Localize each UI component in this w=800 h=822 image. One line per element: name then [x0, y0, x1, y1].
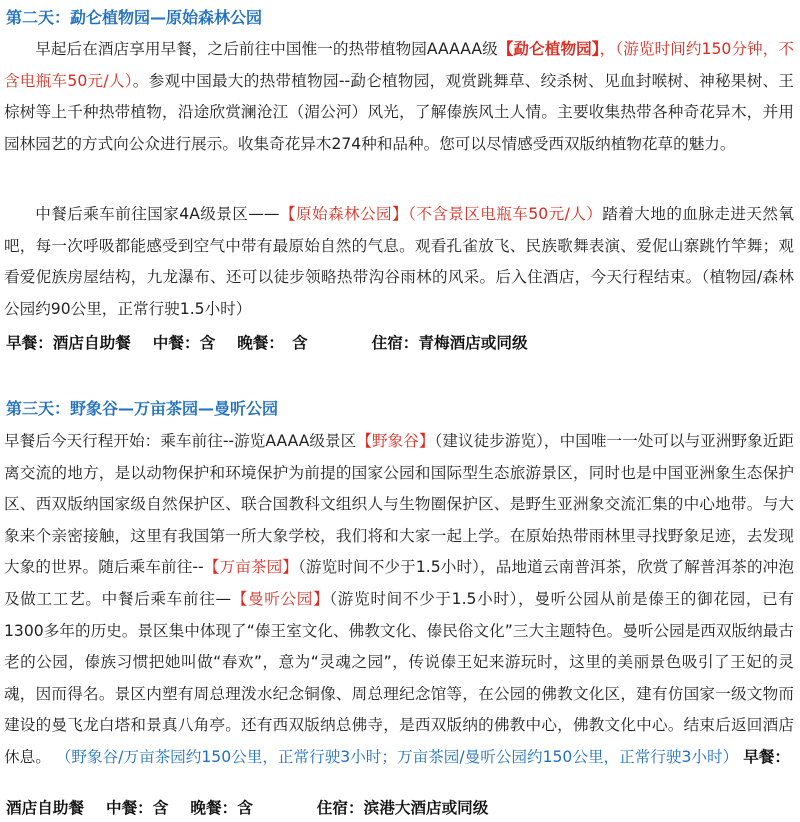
day2-paragraph-2 — [4, 199, 794, 325]
day3-t2: （建议徒步游览），中国唯一一处可以与亚洲野象近距离交流的地方，是以动物保护和环境保护为前提的国家公园和国际型生态旅游景区，同时也是中国亚洲象生态保护区、西双版纳国家级自然保护区、联合国教科文组织人与生物圈保护区、是野生亚洲象交流汇集的中心地带。与大象来个亲密接触，这里有我国第一所大象学校，我们将和大家一起上学。在原始热带雨林里寻找野象足迹，去发现大象的世界。随后乘车前往-- — [4, 432, 795, 577]
stay-label: 住宿： — [371, 334, 419, 352]
breakfast-value: 酒店自助餐 — [6, 799, 84, 817]
day2-p1-rest: 。参观中国最大的热带植物园--勐仑植物园，观赏跳舞草、绞杀树、见血封喉树、神秘果树、王棕树等上千种热带植物，沿途欣赏澜沧江（湄公河）风光，了解傣族风土人情。主要收集热带各种奇花异木，并用园林园艺的方式向公众进行展示。收集奇花异木274种和品种。您可以尽情感受西双版纳植物花草的魅力。 — [4, 71, 794, 153]
day2-title: 第二天：勐仑植物园—原始森林公园 — [6, 8, 263, 27]
garden-name: 【勐仑植物园】 — [497, 40, 600, 58]
lunch-label: 中餐： — [105, 799, 153, 817]
day3-t1: 早餐后今天行程开始：乘车前往--游览AAAA级景区 — [4, 432, 357, 450]
lunch-label: 中餐： — [152, 334, 200, 352]
day2-p2-intro: 中餐后乘车前往国家4A级景区—— — [35, 205, 280, 223]
lunch-value: 含 — [152, 799, 169, 817]
tea-garden-name: 【万亩茶园】 — [203, 558, 299, 577]
forest-park-name: 【原始森林公园】 — [279, 205, 409, 223]
forest-park-note: （不含景区电瓶车50元/人） — [408, 205, 603, 223]
day2-meals — [6, 333, 528, 353]
day3-paragraph — [4, 426, 794, 774]
valley-name: 【野象谷】 — [356, 432, 435, 450]
manting-park-name: 【曼听公园】 — [231, 589, 330, 608]
dinner-label: 晚餐： — [237, 334, 284, 352]
dinner-value: 含 — [237, 799, 253, 817]
day3-title: 第三天：野象谷—万亩茶园—曼听公园 — [6, 399, 279, 418]
stay-value: 青梅酒店或同级 — [418, 334, 528, 352]
day3-t4: （游览时间不少于1.5小时），曼听公园从前是傣王的御花园，已有1300多年的历史。景区集中体现了“傣王室文化、佛教文化、傣民俗文化”三大主题特色。曼听公园是西双版纳最古老的公园，傣族习惯把她叫做“春欢”，意为“灵魂之园”，传说傣王妃来游玩时，这里的美丽景色吸引了王妃的灵魂，因而得名。景区内塑有周总理泼水纪念铜像、周总理纪念馆等，在公园的佛教文化区，建有仿国家一级文物而建设的曼飞龙白塔和景真八角亭。还有西双版纳总佛寺，是西双版纳的佛教中心，佛教文化中心。结束后返回酒店休息。 — [4, 589, 794, 766]
breakfast-label: 早餐： — [6, 334, 53, 352]
lunch-value: 含 — [199, 334, 216, 352]
stay-label: 住宿： — [316, 799, 364, 817]
dinner-value: 含 — [291, 334, 308, 352]
day2-paragraph-1 — [4, 34, 794, 160]
day3-breakfast-label: 早餐： — [743, 747, 790, 766]
dinner-label: 晚餐： — [190, 799, 238, 817]
stay-value: 滨港大酒店或同级 — [363, 799, 489, 817]
garden-note: （游览时间约150分钟，不含电瓶车50元/人） — [4, 40, 794, 90]
day2-p1-intro: 早起后在酒店享用早餐，之后前往中国惟一的热带植物园AAAAA级 — [35, 40, 498, 58]
day3-meals — [6, 798, 488, 818]
garden-comma: ， — [599, 40, 616, 58]
breakfast-value: 酒店自助餐 — [52, 334, 131, 352]
day2-p2-rest: 踏着大地的血脉走进天然氧吧，每一次呼吸都能感受到空气中带有最原始自然的气息。观看孔雀放飞、民族歌舞表演、爱伲山寨跳竹竿舞；观看爱伲族房屋结构，九龙瀑布、还可以徒步领略热带沟谷雨林的风采。后入住酒店，今天行程结束。（植物园/森林公园约90公里，正常行驶1.5小时） — [4, 205, 794, 318]
day3-distance-note: （野象谷/万亩茶园约150公里，正常行驶3小时；万亩茶园/曼听公园约150公里，正常行驶3小时） — [55, 747, 739, 766]
day3-t3: （游览时间不少于1.5小时），品地道云南普洱茶，欣赏了解普洱茶的冲泡及做工工艺。中餐后乘车前往— — [4, 558, 794, 608]
